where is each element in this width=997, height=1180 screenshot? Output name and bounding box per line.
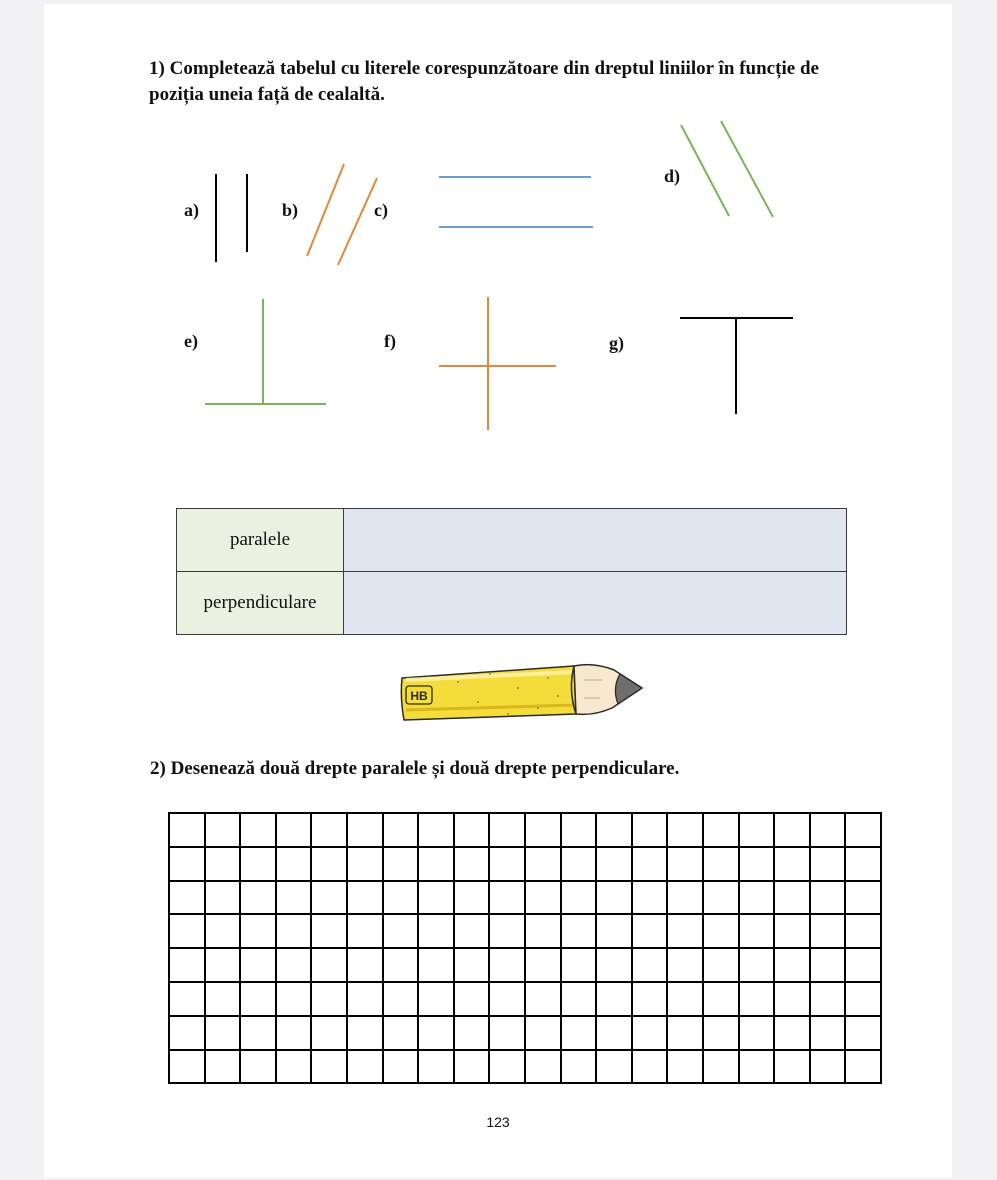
figure-b-parallel-lines — [307, 164, 377, 265]
grid-cell[interactable] — [169, 914, 205, 948]
grid-cell[interactable] — [169, 1050, 205, 1084]
grid-cell[interactable] — [311, 847, 347, 881]
grid-cell[interactable] — [525, 982, 561, 1016]
grid-cell[interactable] — [418, 813, 454, 847]
grid-cell[interactable] — [311, 881, 347, 915]
grid-cell[interactable] — [596, 982, 632, 1016]
table-row-perpendiculare — [177, 572, 847, 635]
grid-cell[interactable] — [418, 982, 454, 1016]
row-label-perpendiculare: perpendiculare — [177, 572, 344, 635]
grid-cell[interactable] — [347, 914, 383, 948]
grid-cell[interactable] — [311, 813, 347, 847]
grid-row — [169, 847, 881, 881]
grid-cell[interactable] — [418, 1050, 454, 1084]
grid-cell[interactable] — [810, 847, 846, 881]
grid-cell[interactable] — [240, 1016, 276, 1050]
grid-cell[interactable] — [561, 847, 597, 881]
grid-cell[interactable] — [276, 948, 312, 982]
grid-cell[interactable] — [383, 813, 419, 847]
grid-cell[interactable] — [383, 847, 419, 881]
grid-cell[interactable] — [632, 982, 668, 1016]
grid-cell[interactable] — [240, 982, 276, 1016]
grid-cell[interactable] — [205, 948, 241, 982]
grid-cell[interactable] — [667, 948, 703, 982]
grid-cell[interactable] — [810, 1016, 846, 1050]
grid-cell[interactable] — [845, 813, 881, 847]
grid-cell[interactable] — [845, 847, 881, 881]
grid-cell[interactable] — [418, 914, 454, 948]
grid-cell[interactable] — [739, 881, 775, 915]
grid-cell[interactable] — [347, 1050, 383, 1084]
figure-c-parallel-lines — [439, 177, 593, 227]
answer-cell-paralele[interactable] — [344, 509, 847, 572]
grid-cell[interactable] — [632, 881, 668, 915]
grid-cell[interactable] — [632, 914, 668, 948]
line-figures — [44, 4, 952, 484]
grid-cell[interactable] — [774, 813, 810, 847]
grid-cell[interactable] — [632, 813, 668, 847]
grid-cell[interactable] — [205, 982, 241, 1016]
grid-cell[interactable] — [205, 1016, 241, 1050]
grid-cell[interactable] — [311, 982, 347, 1016]
grid-row — [169, 1050, 881, 1084]
grid-cell[interactable] — [667, 1016, 703, 1050]
grid-cell[interactable] — [347, 1016, 383, 1050]
page-number: 123 — [486, 1114, 510, 1130]
grid-cell[interactable] — [347, 881, 383, 915]
grid-cell[interactable] — [240, 1050, 276, 1084]
figure-f-perpendicular-lines — [439, 297, 556, 430]
grid-row — [169, 881, 881, 915]
grid-cell[interactable] — [383, 948, 419, 982]
grid-cell[interactable] — [489, 847, 525, 881]
grid-cell[interactable] — [383, 1016, 419, 1050]
grid-cell[interactable] — [276, 813, 312, 847]
grid-cell[interactable] — [205, 847, 241, 881]
grid-cell[interactable] — [454, 813, 490, 847]
grid-cell[interactable] — [810, 948, 846, 982]
grid-cell[interactable] — [489, 813, 525, 847]
grid-cell[interactable] — [632, 847, 668, 881]
grid-cell[interactable] — [205, 881, 241, 915]
grid-cell[interactable] — [276, 1016, 312, 1050]
grid-cell[interactable] — [454, 948, 490, 982]
grid-cell[interactable] — [489, 914, 525, 948]
grid-cell[interactable] — [845, 982, 881, 1016]
grid-cell[interactable] — [845, 881, 881, 915]
answer-table — [176, 508, 847, 635]
grid-cell[interactable] — [774, 847, 810, 881]
figure-label-g: g) — [609, 333, 624, 353]
grid-cell[interactable] — [169, 847, 205, 881]
grid-cell[interactable] — [169, 948, 205, 982]
row-label-paralele: paralele — [177, 509, 344, 572]
figure-label-d: d) — [664, 166, 681, 186]
grid-cell[interactable] — [774, 1050, 810, 1084]
figure-e-perpendicular-lines — [205, 299, 326, 404]
grid-cell[interactable] — [703, 948, 739, 982]
grid-cell[interactable] — [311, 914, 347, 948]
grid-cell[interactable] — [205, 813, 241, 847]
grid-cell[interactable] — [383, 982, 419, 1016]
grid-row — [169, 948, 881, 982]
pencil-illustration — [398, 658, 648, 730]
grid-cell[interactable] — [205, 914, 241, 948]
grid-row — [169, 914, 881, 948]
grid-cell[interactable] — [774, 881, 810, 915]
grid-cell[interactable] — [418, 881, 454, 915]
grid-cell[interactable] — [596, 847, 632, 881]
grid-cell[interactable] — [739, 813, 775, 847]
grid-cell[interactable] — [169, 881, 205, 915]
grid-cell[interactable] — [240, 948, 276, 982]
grid-cell[interactable] — [774, 982, 810, 1016]
grid-cell[interactable] — [525, 881, 561, 915]
grid-cell[interactable] — [561, 1016, 597, 1050]
grid-cell[interactable] — [667, 1050, 703, 1084]
grid-cell[interactable] — [525, 1016, 561, 1050]
grid-cell[interactable] — [169, 813, 205, 847]
grid-cell[interactable] — [240, 847, 276, 881]
grid-cell[interactable] — [347, 948, 383, 982]
grid-cell[interactable] — [703, 881, 739, 915]
grid-cell[interactable] — [739, 1016, 775, 1050]
grid-cell[interactable] — [454, 1016, 490, 1050]
grid-cell[interactable] — [596, 813, 632, 847]
grid-cell[interactable] — [489, 982, 525, 1016]
grid-cell[interactable] — [169, 1016, 205, 1050]
grid-cell[interactable] — [774, 914, 810, 948]
grid-cell[interactable] — [383, 881, 419, 915]
grid-cell[interactable] — [774, 1016, 810, 1050]
grid-row — [169, 982, 881, 1016]
worksheet-page — [44, 4, 952, 1178]
grid-cell[interactable] — [347, 847, 383, 881]
grid-cell[interactable] — [810, 1050, 846, 1084]
answer-cell-perpendiculare[interactable] — [344, 572, 847, 635]
grid-cell[interactable] — [596, 914, 632, 948]
grid-cell[interactable] — [845, 1050, 881, 1084]
grid-cell[interactable] — [561, 881, 597, 915]
exercise-2-instruction: 2) Desenează două drepte paralele și două drepte perpendiculare. — [150, 758, 680, 779]
grid-cell[interactable] — [276, 1050, 312, 1084]
grid-cell[interactable] — [240, 914, 276, 948]
grid-cell[interactable] — [454, 982, 490, 1016]
grid-cell[interactable] — [418, 847, 454, 881]
pencil-hardness-mark: HB — [410, 689, 428, 703]
grid-cell[interactable] — [845, 914, 881, 948]
grid-cell[interactable] — [525, 914, 561, 948]
grid-cell[interactable] — [347, 982, 383, 1016]
grid-cell[interactable] — [276, 881, 312, 915]
grid-cell[interactable] — [845, 948, 881, 982]
grid-cell[interactable] — [489, 881, 525, 915]
grid-cell[interactable] — [596, 1050, 632, 1084]
figure-a-parallel-lines — [216, 174, 247, 262]
grid-cell[interactable] — [525, 1050, 561, 1084]
grid-row — [169, 813, 881, 847]
grid-cell[interactable] — [276, 847, 312, 881]
grid-cell[interactable] — [561, 948, 597, 982]
figure-label-f: f) — [384, 331, 396, 351]
grid-cell[interactable] — [489, 948, 525, 982]
grid-cell[interactable] — [525, 948, 561, 982]
grid-cell[interactable] — [703, 847, 739, 881]
grid-cell[interactable] — [739, 982, 775, 1016]
grid-cell[interactable] — [561, 982, 597, 1016]
grid-cell[interactable] — [845, 1016, 881, 1050]
grid-cell[interactable] — [311, 948, 347, 982]
figure-label-a: a) — [184, 200, 199, 220]
grid-cell[interactable] — [561, 914, 597, 948]
grid-cell[interactable] — [383, 1050, 419, 1084]
grid-cell[interactable] — [276, 982, 312, 1016]
figure-label-b: b) — [282, 200, 299, 220]
grid-cell[interactable] — [667, 813, 703, 847]
exercise-1-instruction: 1) Completează tabelul cu literele corespunzătoare din dreptul liniilor în funcție de poziția uneia față de cealaltă. — [149, 58, 819, 105]
grid-cell[interactable] — [561, 1050, 597, 1084]
grid-cell[interactable] — [632, 1050, 668, 1084]
grid-cell[interactable] — [810, 914, 846, 948]
grid-cell[interactable] — [810, 881, 846, 915]
grid-row — [169, 1016, 881, 1050]
grid-cell[interactable] — [169, 982, 205, 1016]
grid-cell[interactable] — [347, 813, 383, 847]
grid-cell[interactable] — [774, 948, 810, 982]
grid-cell[interactable] — [240, 881, 276, 915]
grid-cell[interactable] — [810, 813, 846, 847]
grid-cell[interactable] — [596, 1016, 632, 1050]
grid-cell[interactable] — [667, 881, 703, 915]
grid-cell[interactable] — [383, 914, 419, 948]
figure-g-perpendicular-lines — [680, 318, 793, 414]
grid-cell[interactable] — [276, 914, 312, 948]
grid-cell[interactable] — [703, 982, 739, 1016]
grid-cell[interactable] — [667, 847, 703, 881]
grid-cell[interactable] — [739, 948, 775, 982]
grid-cell[interactable] — [667, 982, 703, 1016]
grid-cell[interactable] — [489, 1016, 525, 1050]
grid-cell[interactable] — [418, 1016, 454, 1050]
grid-cell[interactable] — [703, 914, 739, 948]
figure-d-parallel-lines — [681, 121, 773, 217]
grid-cell[interactable] — [739, 847, 775, 881]
grid-cell[interactable] — [418, 948, 454, 982]
grid-cell[interactable] — [489, 1050, 525, 1084]
table-row-paralele — [177, 509, 847, 572]
grid-cell[interactable] — [596, 948, 632, 982]
grid-cell[interactable] — [454, 1050, 490, 1084]
grid-cell[interactable] — [667, 914, 703, 948]
grid-cell[interactable] — [810, 982, 846, 1016]
grid-cell[interactable] — [240, 813, 276, 847]
grid-cell[interactable] — [703, 1050, 739, 1084]
figure-label-c: c) — [374, 200, 388, 220]
grid-cell[interactable] — [561, 813, 597, 847]
grid-cell[interactable] — [703, 1016, 739, 1050]
grid-cell[interactable] — [205, 1050, 241, 1084]
grid-cell[interactable] — [703, 813, 739, 847]
grid-cell[interactable] — [525, 813, 561, 847]
grid-cell[interactable] — [454, 914, 490, 948]
drawing-grid[interactable] — [168, 812, 882, 1084]
grid-cell[interactable] — [311, 1016, 347, 1050]
grid-cell[interactable] — [454, 881, 490, 915]
grid-cell[interactable] — [525, 847, 561, 881]
grid-cell[interactable] — [632, 948, 668, 982]
grid-cell[interactable] — [739, 1050, 775, 1084]
grid-cell[interactable] — [311, 1050, 347, 1084]
grid-cell[interactable] — [596, 881, 632, 915]
grid-cell[interactable] — [454, 847, 490, 881]
grid-cell[interactable] — [632, 1016, 668, 1050]
grid-cell[interactable] — [739, 914, 775, 948]
figure-label-e: e) — [184, 331, 198, 351]
